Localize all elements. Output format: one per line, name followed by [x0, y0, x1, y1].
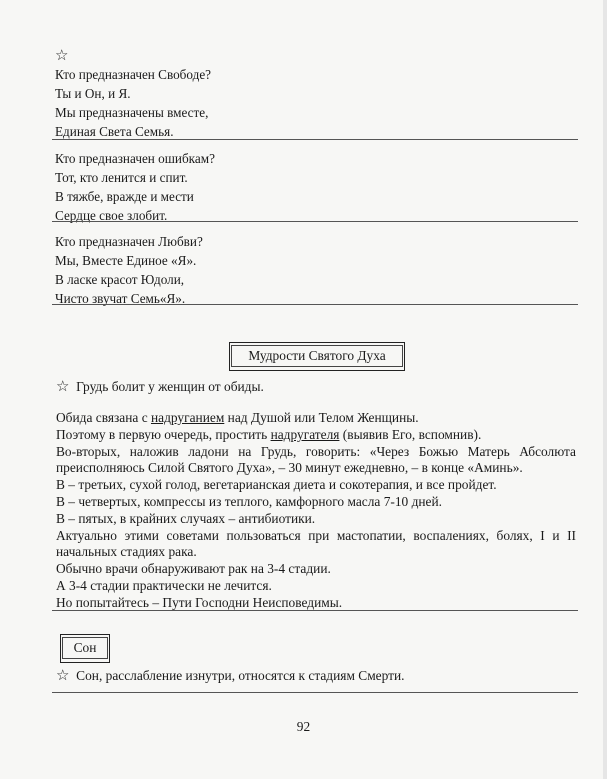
- section-title-box: [60, 634, 110, 663]
- poem-line: Ты и Он, и Я.: [55, 86, 131, 101]
- section-headline: [56, 378, 264, 395]
- divider: [52, 304, 578, 305]
- star-icon: ☆: [56, 666, 70, 684]
- poem-line: Кто предназначен ошибкам?: [55, 151, 215, 166]
- section-headline: [56, 667, 405, 684]
- poem-line: Кто предназначен Свободе?: [55, 67, 212, 82]
- divider: [52, 139, 578, 140]
- page-number: 92: [296, 719, 311, 734]
- divider: [52, 692, 578, 693]
- divider: [52, 221, 578, 222]
- divider: [52, 610, 578, 611]
- paragraph-line: В – пятых, в крайних случаях – антибиотики.: [56, 510, 316, 526]
- paragraph-line: Но попытайтесь – Пути Господни Неисповедимы.: [56, 594, 343, 610]
- headline-text: Сон, расслабление изнутри, относятся к стадиям Смерти.: [76, 668, 405, 683]
- poem-line: Кто предназначен Любви?: [55, 234, 203, 249]
- section-title-box: [229, 342, 405, 371]
- poem-line: Тот, кто ленится и спит.: [55, 170, 188, 185]
- page-edge: [603, 0, 607, 779]
- paragraph-line: начальных стадиях рака.: [56, 544, 197, 560]
- poem-line: Мы, Вместе Единое «Я».: [55, 253, 197, 268]
- star-icon: ☆: [56, 377, 70, 395]
- paragraph-line: Обида связана с надруганием над Душой или Телом Женщины.: [56, 410, 419, 425]
- paragraph-line: преисполняюсь Силой Святого Духа», – 30 минут ежедневно, – в конце «Аминь».: [56, 460, 523, 476]
- poem-2: [55, 149, 215, 225]
- section-title: Сон: [62, 637, 108, 659]
- poem-1: [55, 48, 211, 141]
- poem-line: Сердце свое злобит.: [55, 208, 168, 223]
- poem-line: В тяжбе, вражде и мести: [55, 189, 194, 204]
- paragraph-line: В – четвертых, компрессы из теплого, камфорного масла 7-10 дней.: [56, 493, 443, 509]
- poem-line: В ласке красот Юдоли,: [55, 272, 185, 287]
- poem-3: [55, 232, 203, 308]
- paragraph-line: А 3-4 стадии практически не лечится.: [56, 577, 272, 593]
- poem-line: Единая Света Семья.: [55, 124, 174, 139]
- poem-line: Мы предназначены вместе,: [55, 105, 209, 120]
- paragraph-line: Во-вторых, наложив ладони на Грудь, говорить: «Через Божью Матерь Абсолюта: [56, 443, 576, 459]
- paragraph-line: Поэтому в первую очередь, простить надругателя (выявив Его, вспомнив).: [56, 426, 482, 442]
- star-icon: ☆: [55, 46, 69, 64]
- paragraph-line: Обычно врачи обнаруживают рак на 3-4 стадии.: [56, 561, 331, 577]
- headline-text: Грудь болит у женщин от обиды.: [76, 379, 264, 394]
- paragraph-line: В – третьих, сухой голод, вегетарианская диета и сокотерапия, и все пройдет.: [56, 477, 497, 493]
- paragraph-line: Актуально этими советами пользоваться при мастопатии, воспалениях, болях, I и II: [56, 527, 576, 543]
- section-body: [56, 410, 576, 612]
- poem-line: Чисто звучат Семь«Я».: [55, 291, 186, 306]
- section-title: Мудрости Святого Духа: [231, 345, 403, 367]
